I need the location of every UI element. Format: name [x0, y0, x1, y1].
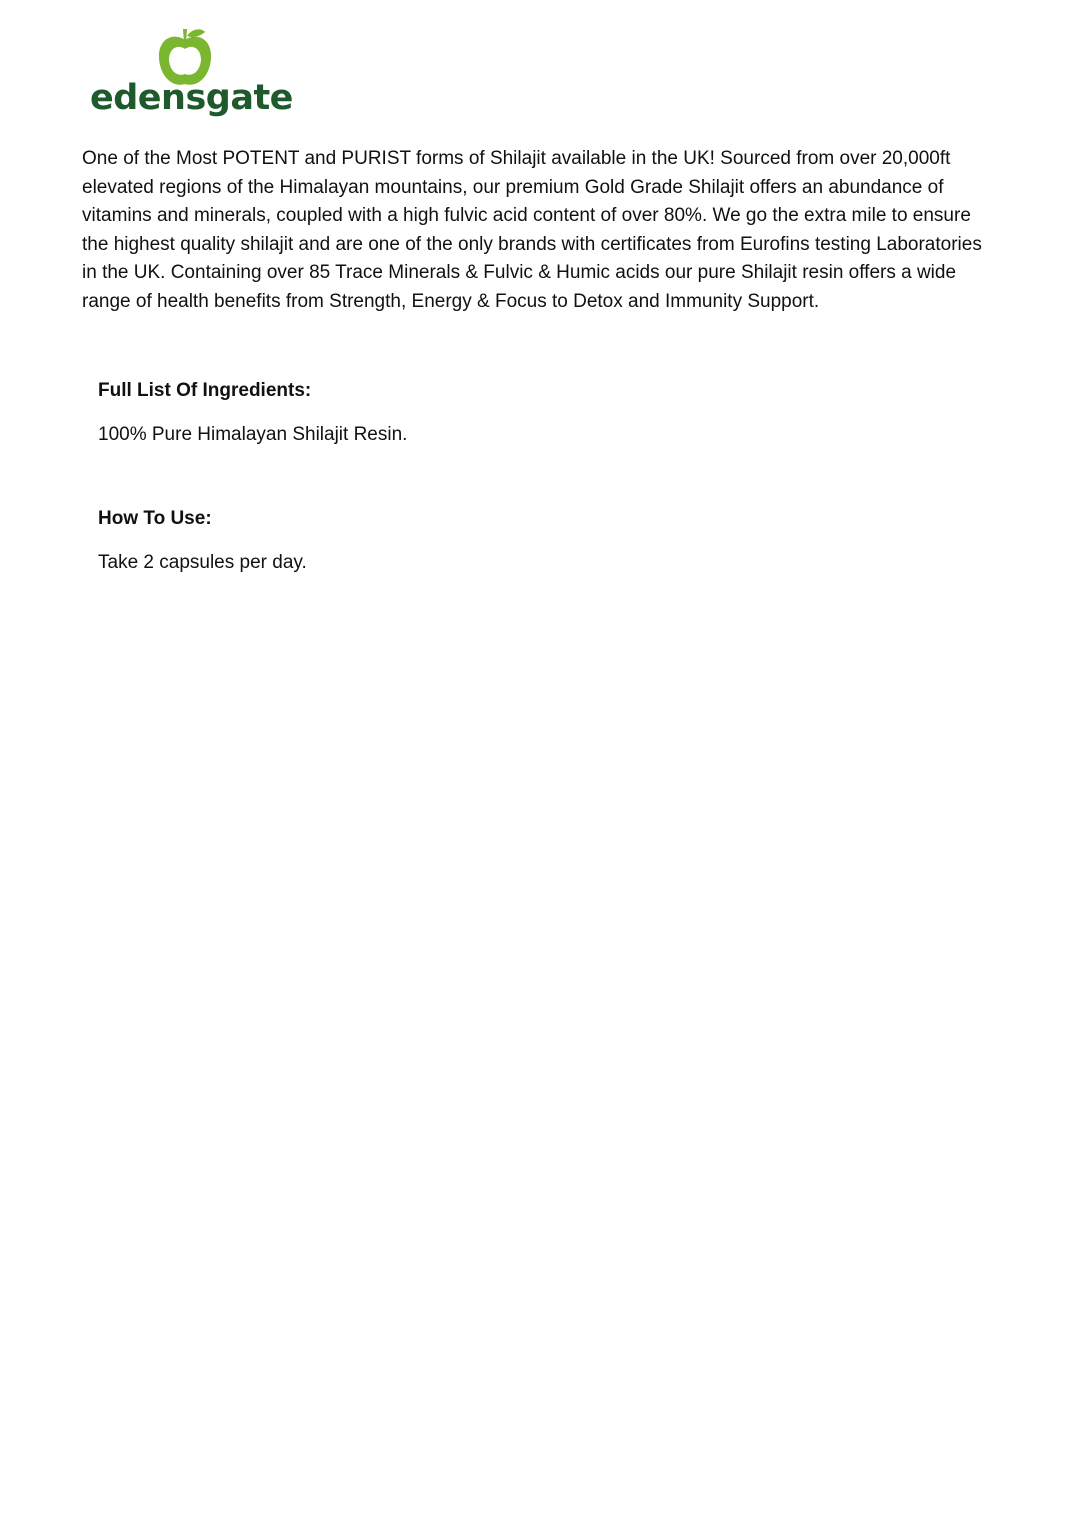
how-to-use-text: Take 2 capsules per day. — [98, 552, 307, 573]
intro-paragraph: One of the Most POTENT and PURIST forms of Shilajit available in the UK! Sourced from over 20,000ft elevated regions of the Himalayan mountains, our premium Gold Grade Shilajit offers an abundance of vitamins and minerals, coupled with a high fulvic acid content of over 80%. We go the extra mile to ensure the highest quality shilajit and are one of the only brands with certificates from Eurofins testing Laboratories in the UK. Containing over 85 Trace Minerals & Fulvic & Humic acids our pure Shilajit resin offers a wide range of health benefits from Strength, Energy & Focus to Detox and Immunity Support. — [82, 148, 982, 312]
brand-wordmark: edensgate — [90, 78, 293, 118]
ingredients-section — [98, 378, 898, 448]
how-to-use-heading: How To Use: — [98, 508, 212, 529]
ingredients-text: 100% Pure Himalayan Shilajit Resin. — [98, 424, 408, 445]
how-to-use-section — [98, 506, 898, 576]
brand-logo — [88, 26, 293, 126]
ingredients-heading: Full List Of Ingredients: — [98, 380, 312, 401]
